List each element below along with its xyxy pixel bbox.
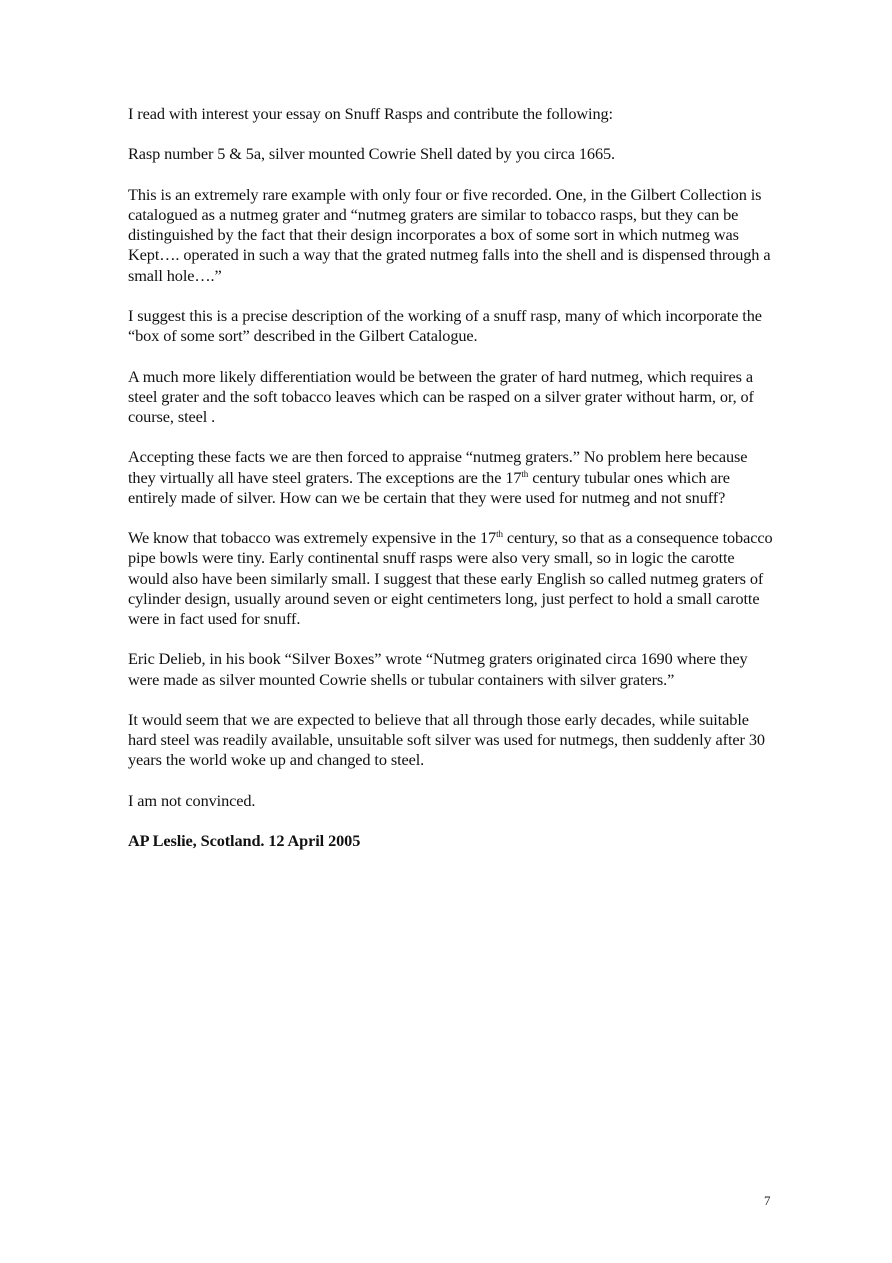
letter-body	[128, 104, 778, 851]
paragraph-differentiation: A much more likely differentiation would be between the grater of hard nutmeg, which requires a steel grater and the soft tobacco leaves which can be rasped on a silver grater without harm, or, of course, steel .	[128, 366, 754, 426]
ordinal-suffix: th	[521, 468, 529, 479]
paragraph-tobacco-expense	[128, 528, 778, 629]
page-number: 7	[764, 1193, 771, 1208]
text-segment: Accepting these facts we are then forced to appraise “nutmeg graters.” No problem here because they virtually all have steel graters. The exceptions are the 17	[128, 447, 748, 487]
paragraph-snuff-rasp-description: I suggest this is a precise description of the working of a snuff rasp, many of which incorporate the “box of some sort” described in the Gilbert Catalogue.	[128, 305, 762, 346]
ordinal-suffix: th	[496, 529, 503, 540]
paragraph-steel-vs-silver: It would seem that we are expected to believe that all through those early decades, while suitable hard steel was readily available, unsuitable soft silver was used for nutmegs, then suddenly after 30 years the world woke up and changed to steel.	[128, 709, 765, 770]
text-segment: century, so that as a consequence tobacco pipe bowls were tiny. Early continental snuff rasps were also very small, so in logic the carotte would also have been similarly small. I suggest that these early English so called nutmeg graters of cylinder design, usually around seven or eight centimeters long, just perfect to hold a small carotte were in fact used for snuff.	[128, 528, 773, 628]
paragraph-delieb-quote: Eric Delieb, in his book “Silver Boxes” wrote “Nutmeg graters originated circa 1690 where they were made as silver mounted Cowrie shells or tubular containers with silver graters.”	[128, 649, 748, 689]
paragraph-rasp-reference: Rasp number 5 & 5a, silver mounted Cowrie Shell dated by you circa 1665.	[128, 144, 616, 164]
text-segment: century tubular ones which are entirely made of silver. How can we be certain that they were used for nutmeg and not snuff?	[128, 467, 730, 507]
signature: AP Leslie, Scotland. 12 April 2005	[128, 831, 361, 851]
text-segment: We know that tobacco was extremely expensive in the 17	[128, 528, 497, 548]
paragraph-steel-graters	[128, 447, 778, 508]
paragraph-intro: I read with interest your essay on Snuff Rasps and contribute the following:	[128, 104, 613, 123]
paragraph-gilbert-collection: This is an extremely rare example with only four or five recorded. One, in the Gilbert Collection is catalogued as a nutmeg grater and “nutmeg graters are similar to tobacco rasps, but they can be distinguished by the fact that their design incorporates a box of some sort in which nutmeg was Kept…. operated in such a way that the grated nutmeg falls into the shell and is dispensed through a small hole….”	[128, 184, 771, 285]
paragraph-conclusion: I am not convinced.	[128, 790, 256, 810]
